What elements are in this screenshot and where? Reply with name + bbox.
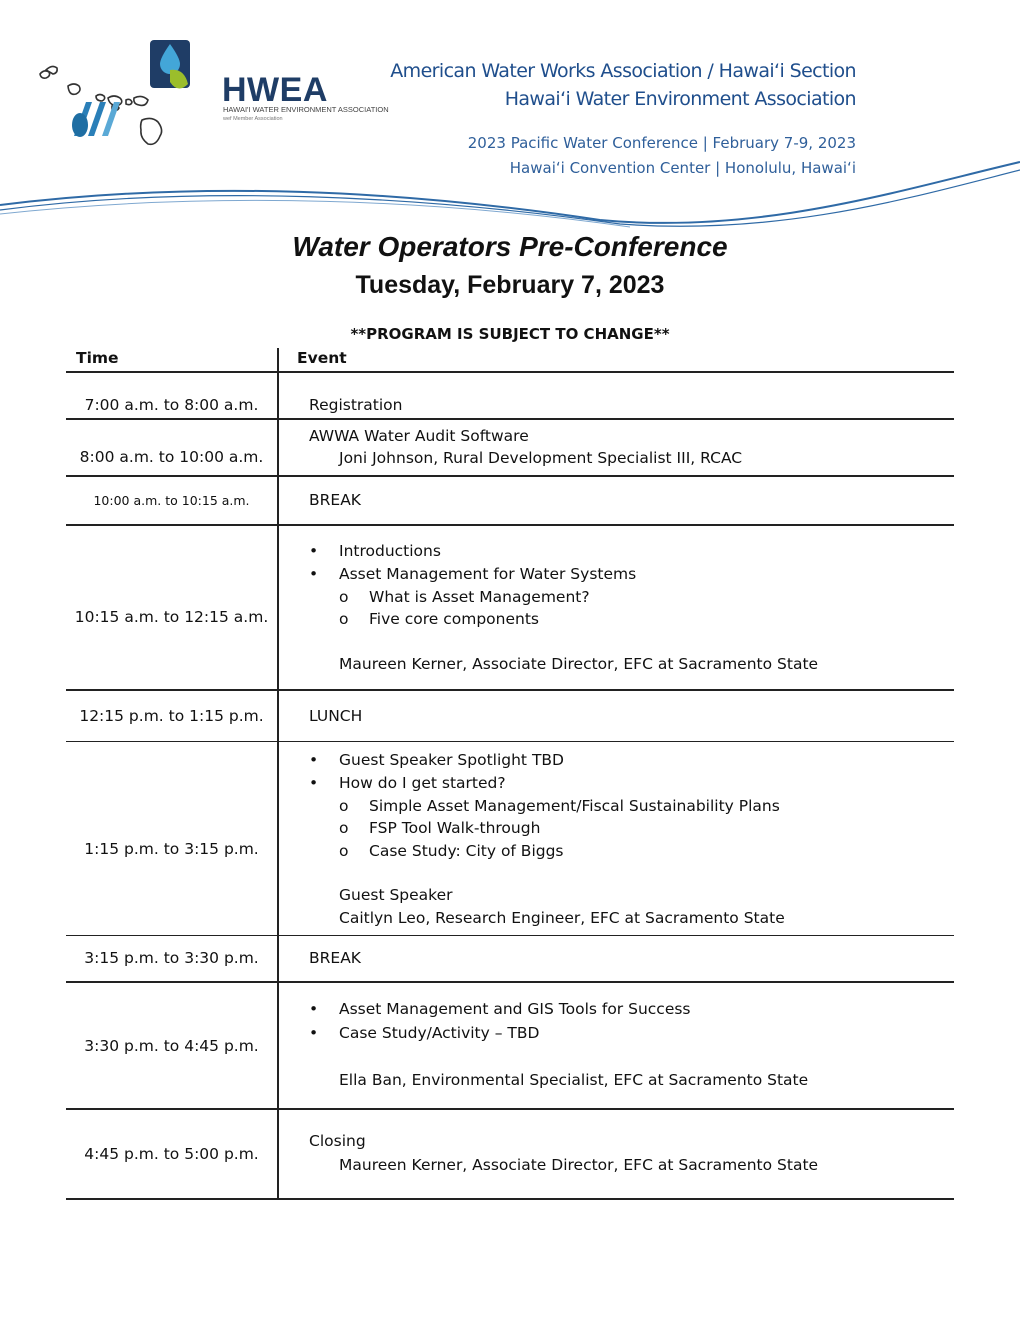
logo-area bbox=[30, 30, 389, 160]
row-time: 7:00 a.m. to 8:00 a.m. bbox=[84, 396, 259, 414]
row-divider bbox=[66, 689, 954, 691]
program-notice: **PROGRAM IS SUBJECT TO CHANGE** bbox=[350, 325, 670, 343]
hwea-logo-text: HWEA bbox=[222, 71, 328, 109]
row-speaker: Ella Ban, Environmental Specialist, EFC at Sacramento State bbox=[339, 1071, 809, 1089]
row-speaker: Maureen Kerner, Associate Director, EFC at Sacramento State bbox=[339, 1156, 819, 1174]
row-divider bbox=[66, 935, 954, 936]
hwea-icon bbox=[150, 40, 190, 89]
sub-bullet-item: o Simple Asset Management/Fiscal Sustainability Plans bbox=[369, 799, 780, 815]
row-speaker: Caitlyn Leo, Research Engineer, EFC at Sacramento State bbox=[339, 909, 785, 927]
row-event: BREAK bbox=[309, 949, 361, 967]
bullet-item: • Introductions bbox=[339, 544, 441, 560]
row-event: AWWA Water Audit Software bbox=[309, 427, 529, 445]
row-time: 8:00 a.m. to 10:00 a.m. bbox=[79, 448, 264, 466]
bullet-item: • Asset Management for Water Systems bbox=[339, 567, 636, 583]
bullet-item: • Guest Speaker Spotlight TBD bbox=[339, 753, 564, 769]
sub-bullet-item: o Case Study: City of Biggs bbox=[369, 844, 564, 860]
awwa-icon bbox=[72, 102, 120, 137]
row-divider bbox=[66, 981, 954, 983]
sub-bullet-item: o What is Asset Management? bbox=[369, 590, 590, 606]
row-time: 12:15 p.m. to 1:15 p.m. bbox=[79, 707, 264, 725]
row-time: 3:15 p.m. to 3:30 p.m. bbox=[84, 949, 259, 967]
hwea-full-name: HAWAI'I WATER ENVIRONMENT ASSOCIATION bbox=[223, 105, 389, 114]
row-time: 10:00 a.m. to 10:15 a.m. bbox=[93, 493, 250, 508]
row-speaker: Joni Johnson, Rural Development Specialist III, RCAC bbox=[339, 449, 743, 467]
wave-divider bbox=[0, 150, 1020, 230]
row-time: 10:15 a.m. to 12:15 a.m. bbox=[74, 608, 269, 626]
row-divider bbox=[66, 1108, 954, 1110]
row-event: Registration bbox=[309, 396, 403, 414]
row-divider bbox=[66, 524, 954, 526]
row-divider bbox=[66, 741, 954, 742]
conference-venue: Hawaiʻi Convention Center | Honolulu, Hawaiʻi bbox=[509, 159, 856, 177]
schedule-table bbox=[66, 348, 954, 1200]
org-line-hwea: Hawaiʻi Water Environment Association bbox=[504, 88, 856, 110]
row-event: Closing bbox=[309, 1132, 366, 1150]
row-divider bbox=[66, 418, 954, 420]
row-divider bbox=[66, 475, 954, 477]
row-event: BREAK bbox=[309, 491, 361, 509]
row-speaker: Maureen Kerner, Associate Director, EFC at Sacramento State bbox=[339, 655, 819, 673]
row-time: 4:45 p.m. to 5:00 p.m. bbox=[84, 1145, 259, 1163]
sub-bullet-item: o FSP Tool Walk-through bbox=[369, 821, 540, 837]
bullet-item: • How do I get started? bbox=[339, 776, 506, 792]
row-time: 1:15 p.m. to 3:15 p.m. bbox=[84, 840, 259, 858]
row-event: LUNCH bbox=[309, 707, 363, 725]
row-divider bbox=[66, 371, 954, 373]
row-time: 3:30 p.m. to 4:45 p.m. bbox=[84, 1037, 259, 1055]
bullet-item: • Case Study/Activity – TBD bbox=[339, 1026, 539, 1042]
sub-bullet-item: o Five core components bbox=[369, 612, 539, 628]
bullet-item: • Asset Management and GIS Tools for Success bbox=[339, 1002, 691, 1018]
event-date: Tuesday, February 7, 2023 bbox=[355, 271, 665, 299]
row-divider bbox=[66, 1198, 954, 1200]
time-column-header: Time bbox=[76, 349, 119, 367]
event-column-header: Event bbox=[297, 349, 347, 367]
hwea-member-note: wef Member Association bbox=[223, 116, 283, 122]
org-line-awwa: American Water Works Association / Hawaiʻi Section bbox=[390, 60, 856, 82]
page-title: Water Operators Pre-Conference bbox=[292, 231, 728, 262]
speaker-label: Guest Speaker bbox=[339, 886, 453, 904]
conference-dates: 2023 Pacific Water Conference | February 7-9, 2023 bbox=[467, 134, 856, 152]
